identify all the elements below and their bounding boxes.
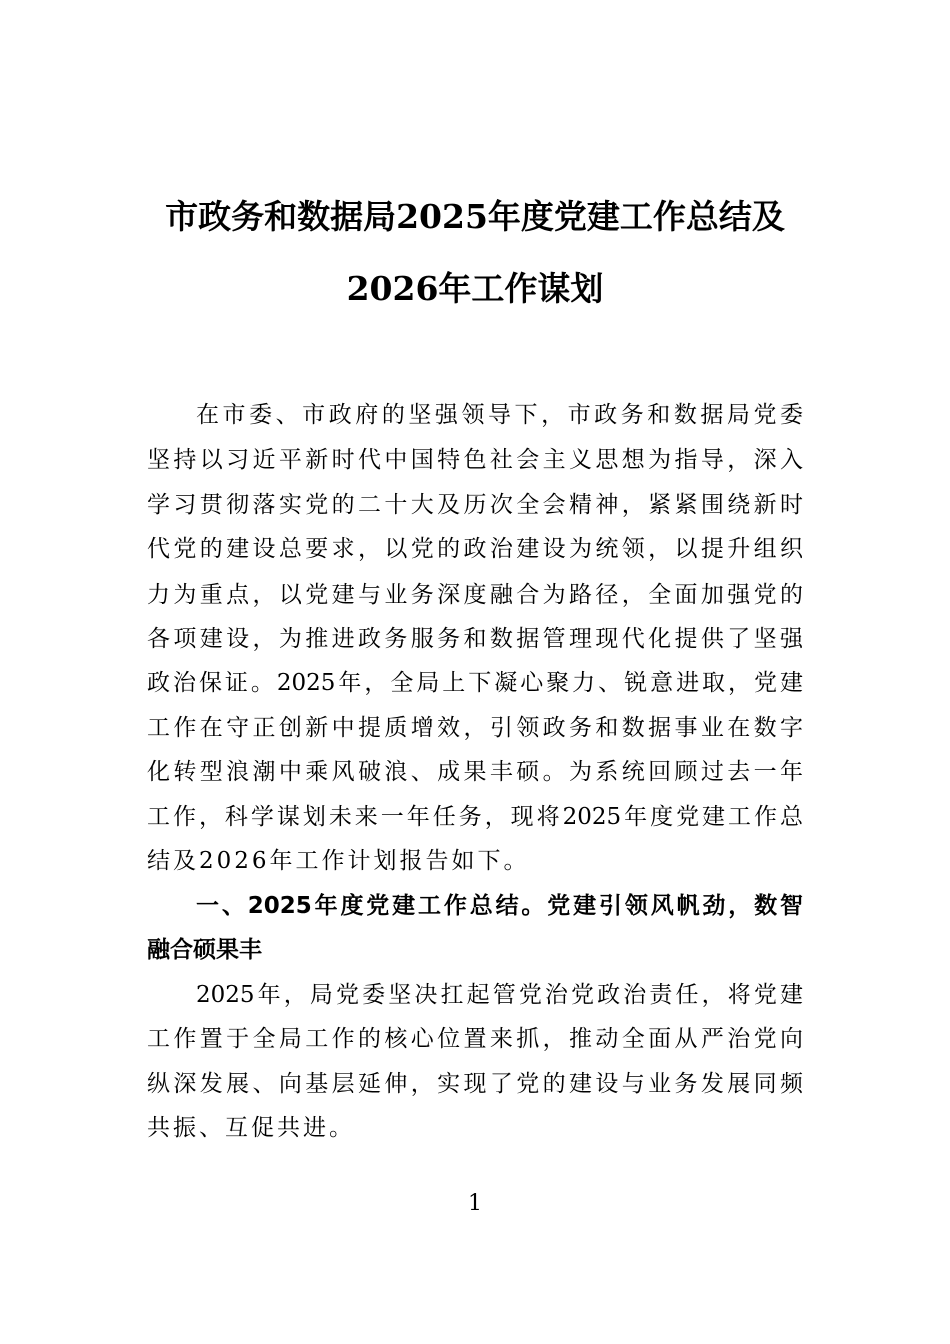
text-line: 代党的建设总要求，以党的政治建设为统领，以提升组织 <box>147 536 803 562</box>
text-line: 政治保证。2025年，全局上下凝心聚力、锐意进取，党建 <box>147 670 803 696</box>
text-line: 共振、互促共进。 <box>147 1115 355 1141</box>
text-line: 2025年，局党委坚决扛起管党治党政治责任，将党建 <box>196 982 803 1008</box>
title-line-1: 市政务和数据局2025年度党建工作总结及 <box>165 197 785 236</box>
text-line: 力为重点，以党建与业务深度融合为路径，全面加强党的 <box>147 582 803 608</box>
text-line: 化转型浪潮中乘风破浪、成果丰硕。为系统回顾过去一年 <box>147 759 803 785</box>
text-line: 坚持以习近平新时代中国特色社会主义思想为指导，深入 <box>147 447 803 473</box>
text-line: 工作在守正创新中提质增效，引领政务和数据事业在数字 <box>147 715 803 741</box>
text-line: 纵深发展、向基层延伸，实现了党的建设与业务发展同频 <box>147 1071 803 1097</box>
text-line: 结及2026年工作计划报告如下。 <box>147 848 530 874</box>
text-line: 学习贯彻落实党的二十大及历次全会精神，紧紧围绕新时 <box>147 492 803 518</box>
text-line: 工作，科学谋划未来一年任务，现将2025年度党建工作总 <box>147 804 803 830</box>
text-line: 在市委、市政府的坚强领导下，市政务和数据局党委 <box>196 402 803 428</box>
heading-line: 一、2025年度党建工作总结。党建引领风帆劲，数智 <box>196 893 803 919</box>
page-number: 1 <box>468 1191 482 1216</box>
text-line: 工作置于全局工作的核心位置来抓，推动全面从严治党向 <box>147 1026 803 1052</box>
heading-line: 融合硕果丰 <box>147 937 262 963</box>
text-line: 各项建设，为推进政务服务和数据管理现代化提供了坚强 <box>147 626 803 652</box>
title-line-2: 2026年工作谋划 <box>346 269 604 308</box>
